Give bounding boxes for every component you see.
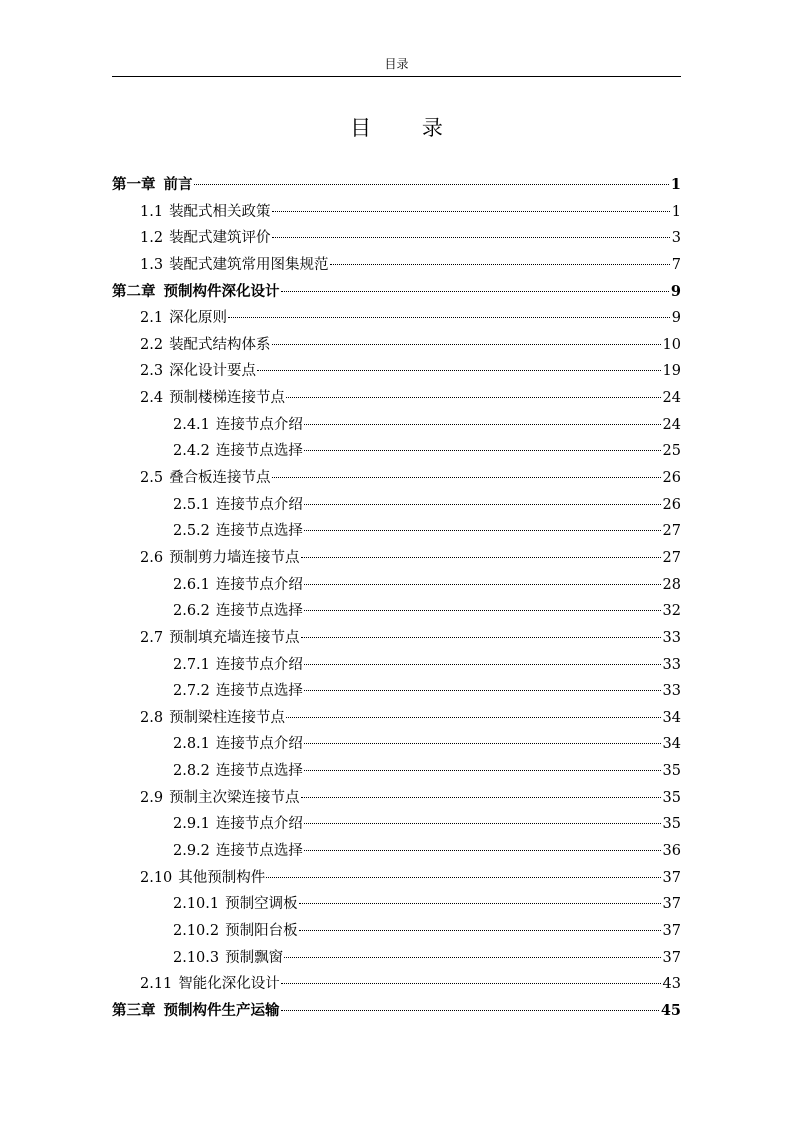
toc-entry-label (173, 652, 303, 678)
toc-dot-leader (304, 743, 661, 744)
toc-entry-title: 连接节点选择 (215, 523, 303, 540)
toc-entry-label (140, 465, 271, 491)
toc-dot-leader (299, 930, 661, 931)
toc-entry-page: 24 (662, 390, 681, 407)
toc-entry-title: 连接节点介绍 (215, 736, 303, 753)
toc-dot-leader (304, 504, 661, 505)
toc-entry-label (173, 572, 303, 598)
toc-entry-page: 25 (662, 443, 681, 460)
toc-entry-number: 第一章 (112, 176, 156, 193)
toc-entry[interactable] (112, 731, 681, 758)
toc-entry[interactable] (112, 598, 681, 625)
toc-entry-number: 2.4 (140, 390, 164, 407)
toc-entry-label (173, 731, 303, 757)
toc-entry-label (173, 945, 283, 971)
toc-entry[interactable] (112, 811, 681, 838)
toc-dot-leader (228, 317, 670, 318)
toc-dot-leader (272, 344, 661, 345)
toc-entry-title: 预制剪力墙连接节点 (169, 549, 300, 566)
toc-entry-label (173, 758, 303, 784)
toc-entry-title: 预制主次梁连接节点 (169, 789, 300, 806)
toc-entry-label (173, 438, 303, 464)
toc-entry-page: 37 (662, 922, 681, 939)
toc-dot-leader (304, 770, 661, 771)
toc-entry-page: 10 (662, 336, 681, 353)
toc-dot-leader (301, 797, 661, 798)
toc-entry[interactable] (112, 518, 681, 545)
toc-entry[interactable] (112, 412, 681, 439)
table-of-contents (112, 172, 681, 1025)
toc-entry-number: 2.6 (140, 549, 164, 566)
toc-entry-label (140, 332, 271, 358)
toc-entry-page: 34 (662, 709, 681, 726)
toc-entry-label (140, 199, 271, 225)
toc-entry-title: 连接节点介绍 (215, 656, 303, 673)
toc-entry-page: 7 (671, 256, 681, 273)
toc-entry-title: 连接节点介绍 (215, 416, 303, 433)
toc-entry-page: 9 (671, 310, 681, 327)
toc-entry-label (140, 358, 256, 384)
toc-entry-page: 27 (662, 549, 681, 566)
toc-entry-title: 装配式建筑常用图集规范 (169, 256, 329, 273)
toc-entry-page: 1 (671, 203, 681, 220)
toc-entry-title: 连接节点选择 (215, 763, 303, 780)
toc-entry-number: 2.5.1 (173, 496, 210, 513)
toc-entry[interactable] (112, 785, 681, 812)
toc-entry[interactable] (112, 971, 681, 998)
toc-dot-leader (299, 903, 661, 904)
toc-entry-title: 装配式建筑评价 (169, 230, 271, 247)
toc-entry[interactable] (112, 865, 681, 892)
toc-entry-title: 连接节点介绍 (215, 576, 303, 593)
toc-entry-title: 预制构件深化设计 (163, 282, 280, 300)
toc-entry-page: 9 (670, 282, 681, 300)
toc-entry-number: 2.10.2 (173, 922, 220, 939)
toc-entry-number: 1.1 (140, 203, 164, 220)
toc-entry-page: 19 (662, 363, 681, 380)
toc-entry-number: 1.3 (140, 256, 164, 273)
toc-entry-title: 连接节点介绍 (215, 816, 303, 833)
toc-entry[interactable] (112, 305, 681, 332)
toc-entry-number: 2.7 (140, 629, 164, 646)
toc-entry[interactable] (112, 838, 681, 865)
toc-entry-page: 28 (662, 576, 681, 593)
toc-entry-number: 2.9.2 (173, 843, 210, 860)
toc-entry-number: 2.9.1 (173, 816, 210, 833)
toc-entry-label (173, 492, 303, 518)
toc-dot-leader (301, 637, 661, 638)
toc-entry-label (140, 705, 285, 731)
toc-dot-leader (301, 557, 661, 558)
toc-entry-label (173, 598, 303, 624)
toc-entry-page: 3 (671, 230, 681, 247)
toc-entry-label (140, 625, 300, 651)
toc-dot-leader (266, 877, 660, 878)
toc-entry-page: 45 (660, 1001, 681, 1019)
toc-entry-title: 深化设计要点 (169, 363, 257, 380)
toc-entry-title: 其他预制构件 (178, 869, 266, 886)
toc-entry[interactable] (112, 172, 681, 199)
toc-entry-title: 叠合板连接节点 (169, 470, 271, 487)
toc-entry-title: 预制构件生产运输 (163, 1001, 280, 1019)
toc-entry[interactable] (112, 625, 681, 652)
toc-entry[interactable] (112, 652, 681, 679)
toc-entry-label (112, 998, 280, 1024)
toc-title: 目 录 (350, 116, 465, 140)
toc-entry[interactable] (112, 332, 681, 359)
toc-dot-leader (304, 664, 661, 665)
toc-entry-label (173, 412, 303, 438)
toc-entry-number: 2.8 (140, 709, 164, 726)
toc-entry-title: 预制飘窗 (225, 949, 284, 966)
toc-dot-leader (272, 477, 661, 478)
toc-entry-number: 第三章 (112, 1001, 156, 1019)
toc-entry-page: 33 (662, 683, 681, 700)
toc-entry-number: 2.5 (140, 470, 164, 487)
toc-dot-leader (272, 237, 670, 238)
toc-entry-number: 2.10.3 (173, 949, 220, 966)
toc-entry-label (140, 305, 227, 331)
toc-entry-page: 37 (662, 869, 681, 886)
toc-entry-page: 35 (662, 816, 681, 833)
toc-entry-title: 预制楼梯连接节点 (169, 390, 286, 407)
toc-entry-number: 第二章 (112, 282, 156, 300)
toc-entry-page: 1 (670, 176, 681, 193)
toc-entry-title: 前言 (163, 176, 193, 193)
toc-entry[interactable] (112, 492, 681, 519)
toc-entry-label (173, 891, 298, 917)
toc-entry-title: 预制填充墙连接节点 (169, 629, 300, 646)
toc-entry-number: 2.5.2 (173, 523, 210, 540)
toc-entry-label (140, 545, 300, 571)
toc-entry-number: 2.9 (140, 789, 164, 806)
toc-entry[interactable] (112, 545, 681, 572)
toc-entry[interactable] (112, 572, 681, 599)
toc-entry-number: 2.6.2 (173, 603, 210, 620)
toc-entry-label (173, 518, 303, 544)
toc-entry-title: 连接节点介绍 (215, 496, 303, 513)
toc-entry[interactable] (112, 758, 681, 785)
toc-entry-title: 连接节点选择 (215, 683, 303, 700)
toc-entry-title: 装配式结构体系 (169, 336, 271, 353)
toc-entry-page: 33 (662, 629, 681, 646)
toc-dot-leader (304, 424, 661, 425)
toc-entry-title: 连接节点选择 (215, 843, 303, 860)
toc-entry-label (140, 225, 271, 251)
toc-dot-leader (304, 584, 661, 585)
toc-entry[interactable] (112, 678, 681, 705)
toc-entry-page: 35 (662, 763, 681, 780)
toc-entry-title: 预制梁柱连接节点 (169, 709, 286, 726)
header-rule (112, 76, 681, 77)
toc-entry-page: 26 (662, 470, 681, 487)
toc-entry-number: 1.2 (140, 230, 164, 247)
toc-entry-page: 37 (662, 949, 681, 966)
toc-dot-leader (304, 610, 661, 611)
toc-entry-page: 43 (662, 976, 681, 993)
toc-entry-label (140, 385, 285, 411)
toc-entry-page: 33 (662, 656, 681, 673)
toc-entry-page: 35 (662, 789, 681, 806)
toc-entry-number: 2.6.1 (173, 576, 210, 593)
toc-entry-page: 34 (662, 736, 681, 753)
toc-entry-page: 24 (662, 416, 681, 433)
toc-entry-number: 2.4.1 (173, 416, 210, 433)
toc-entry-number: 2.1 (140, 310, 164, 327)
toc-entry-number: 2.7.2 (173, 683, 210, 700)
toc-entry[interactable] (112, 279, 681, 306)
toc-dot-leader (304, 850, 661, 851)
toc-dot-leader (304, 690, 661, 691)
toc-dot-leader (284, 957, 660, 958)
toc-entry-label (173, 811, 303, 837)
toc-entry[interactable] (112, 918, 681, 945)
toc-entry-label (140, 785, 300, 811)
toc-dot-leader (286, 397, 660, 398)
toc-dot-leader (330, 264, 670, 265)
toc-entry-page: 36 (662, 843, 681, 860)
toc-entry-label (140, 865, 265, 891)
toc-entry-label (173, 678, 303, 704)
toc-entry[interactable] (112, 358, 681, 385)
toc-entry-label (173, 918, 298, 944)
toc-entry-number: 2.3 (140, 363, 164, 380)
toc-entry-page: 37 (662, 896, 681, 913)
toc-entry[interactable] (112, 385, 681, 412)
toc-entry-page: 32 (662, 603, 681, 620)
toc-dot-leader (281, 291, 669, 292)
toc-entry[interactable] (112, 225, 681, 252)
toc-entry-title: 装配式相关政策 (169, 203, 271, 220)
toc-dot-leader (194, 184, 669, 185)
toc-entry[interactable] (112, 252, 681, 279)
toc-entry-number: 2.4.2 (173, 443, 210, 460)
toc-entry-page: 26 (662, 496, 681, 513)
toc-entry[interactable] (112, 705, 681, 732)
toc-dot-leader (257, 370, 660, 371)
toc-dot-leader (272, 211, 670, 212)
toc-entry-page: 27 (662, 523, 681, 540)
toc-dot-leader (281, 983, 661, 984)
toc-entry[interactable] (112, 891, 681, 918)
toc-entry-number: 2.10.1 (173, 896, 220, 913)
toc-entry-title: 深化原则 (169, 310, 228, 327)
toc-entry-number: 2.2 (140, 336, 164, 353)
toc-entry-title: 连接节点选择 (215, 443, 303, 460)
toc-entry-title: 智能化深化设计 (178, 976, 280, 993)
toc-entry-label (112, 279, 280, 305)
toc-entry-label (140, 252, 329, 278)
toc-entry-label (140, 971, 280, 997)
toc-entry-title: 预制阳台板 (225, 922, 298, 939)
toc-entry-number: 2.8.2 (173, 763, 210, 780)
toc-dot-leader (304, 530, 661, 531)
toc-entry[interactable] (112, 945, 681, 972)
toc-entry[interactable] (112, 199, 681, 226)
toc-entry-label (112, 172, 193, 198)
toc-entry-title: 预制空调板 (225, 896, 298, 913)
toc-entry-number: 2.8.1 (173, 736, 210, 753)
toc-entry-number: 2.7.1 (173, 656, 210, 673)
toc-dot-leader (304, 450, 661, 451)
toc-entry-number: 2.10 (140, 869, 173, 886)
toc-dot-leader (304, 823, 661, 824)
page-header: 目录 (384, 57, 409, 71)
toc-entry[interactable] (112, 438, 681, 465)
toc-dot-leader (281, 1010, 659, 1011)
toc-entry-number: 2.11 (140, 976, 173, 993)
toc-entry[interactable] (112, 465, 681, 492)
toc-entry-title: 连接节点选择 (215, 603, 303, 620)
toc-entry-label (173, 838, 303, 864)
toc-entry[interactable] (112, 998, 681, 1025)
toc-dot-leader (286, 717, 660, 718)
